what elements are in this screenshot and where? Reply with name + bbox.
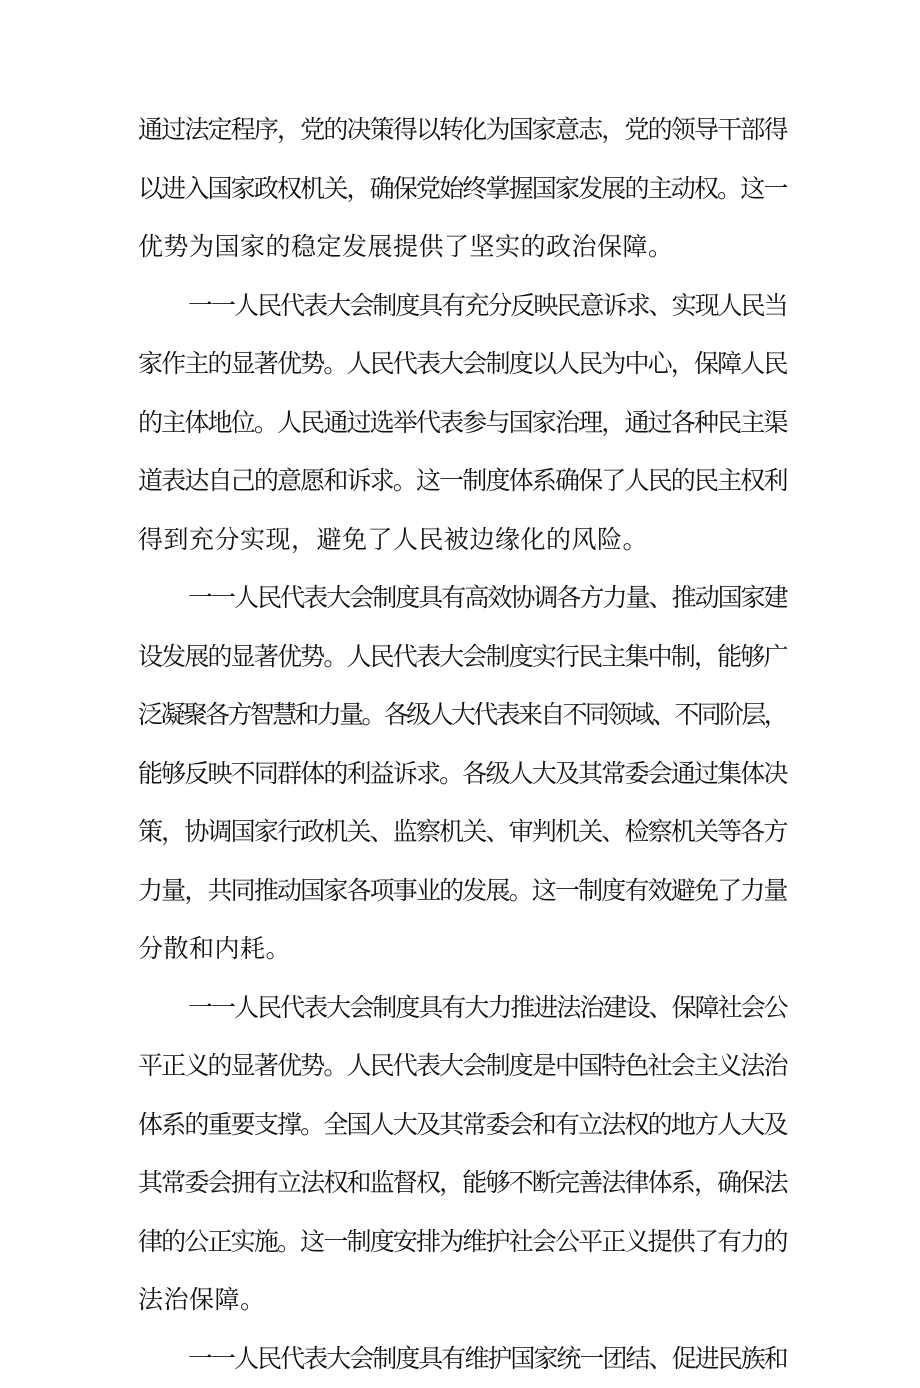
paragraph-first-line: 一一人民代表大会制度具有大力推进法治建设、保障社会公 bbox=[138, 979, 788, 1038]
text-line: 分散和内耗。 bbox=[138, 920, 788, 979]
text-line: 其常委会拥有立法权和监督权，能够不断完善法律体系，确保法 bbox=[138, 1154, 788, 1213]
text-line: 平正义的显著优势。人民代表大会制度是中国特色社会主义法治 bbox=[138, 1037, 788, 1096]
paragraph-first-line: 一一人民代表大会制度具有维护国家统一团结、促进民族和 bbox=[138, 1330, 788, 1388]
text-line: 优势为国家的稳定发展提供了坚实的政治保障。 bbox=[138, 218, 788, 277]
text-line: 策，协调国家行政机关、监察机关、审判机关、检察机关等各方 bbox=[138, 803, 788, 862]
text-line: 法治保障。 bbox=[138, 1271, 788, 1330]
text-line: 得到充分实现，避免了人民被边缘化的风险。 bbox=[138, 511, 788, 570]
text-line: 体系的重要支撑。全国人大及其常委会和有立法权的地方人大及 bbox=[138, 1096, 788, 1155]
text-line: 设发展的显著优势。人民代表大会制度实行民主集中制，能够广 bbox=[138, 628, 788, 687]
text-line: 泛凝聚各方智慧和力量。各级人大代表来自不同领域、不同阶层， bbox=[138, 686, 788, 745]
text-line: 律的公正实施。这一制度安排为维护社会公平正义提供了有力的 bbox=[138, 1213, 788, 1272]
text-line: 的主体地位。人民通过选举代表参与国家治理，通过各种民主渠 bbox=[138, 394, 788, 453]
text-line: 道表达自己的意愿和诉求。这一制度体系确保了人民的民主权利 bbox=[138, 452, 788, 511]
text-line: 以进入国家政权机关，确保党始终掌握国家发展的主动权。这一 bbox=[138, 160, 788, 219]
paragraph-first-line: 一一人民代表大会制度具有充分反映民意诉求、实现人民当 bbox=[138, 277, 788, 336]
text-line: 力量，共同推动国家各项事业的发展。这一制度有效避免了力量 bbox=[138, 862, 788, 921]
document-body bbox=[138, 101, 788, 1388]
text-line: 能够反映不同群体的利益诉求。各级人大及其常委会通过集体决 bbox=[138, 745, 788, 804]
paragraph-first-line: 一一人民代表大会制度具有高效协调各方力量、推动国家建 bbox=[138, 569, 788, 628]
text-line: 通过法定程序，党的决策得以转化为国家意志，党的领导干部得 bbox=[138, 101, 788, 160]
text-line: 家作主的显著优势。人民代表大会制度以人民为中心，保障人民 bbox=[138, 335, 788, 394]
